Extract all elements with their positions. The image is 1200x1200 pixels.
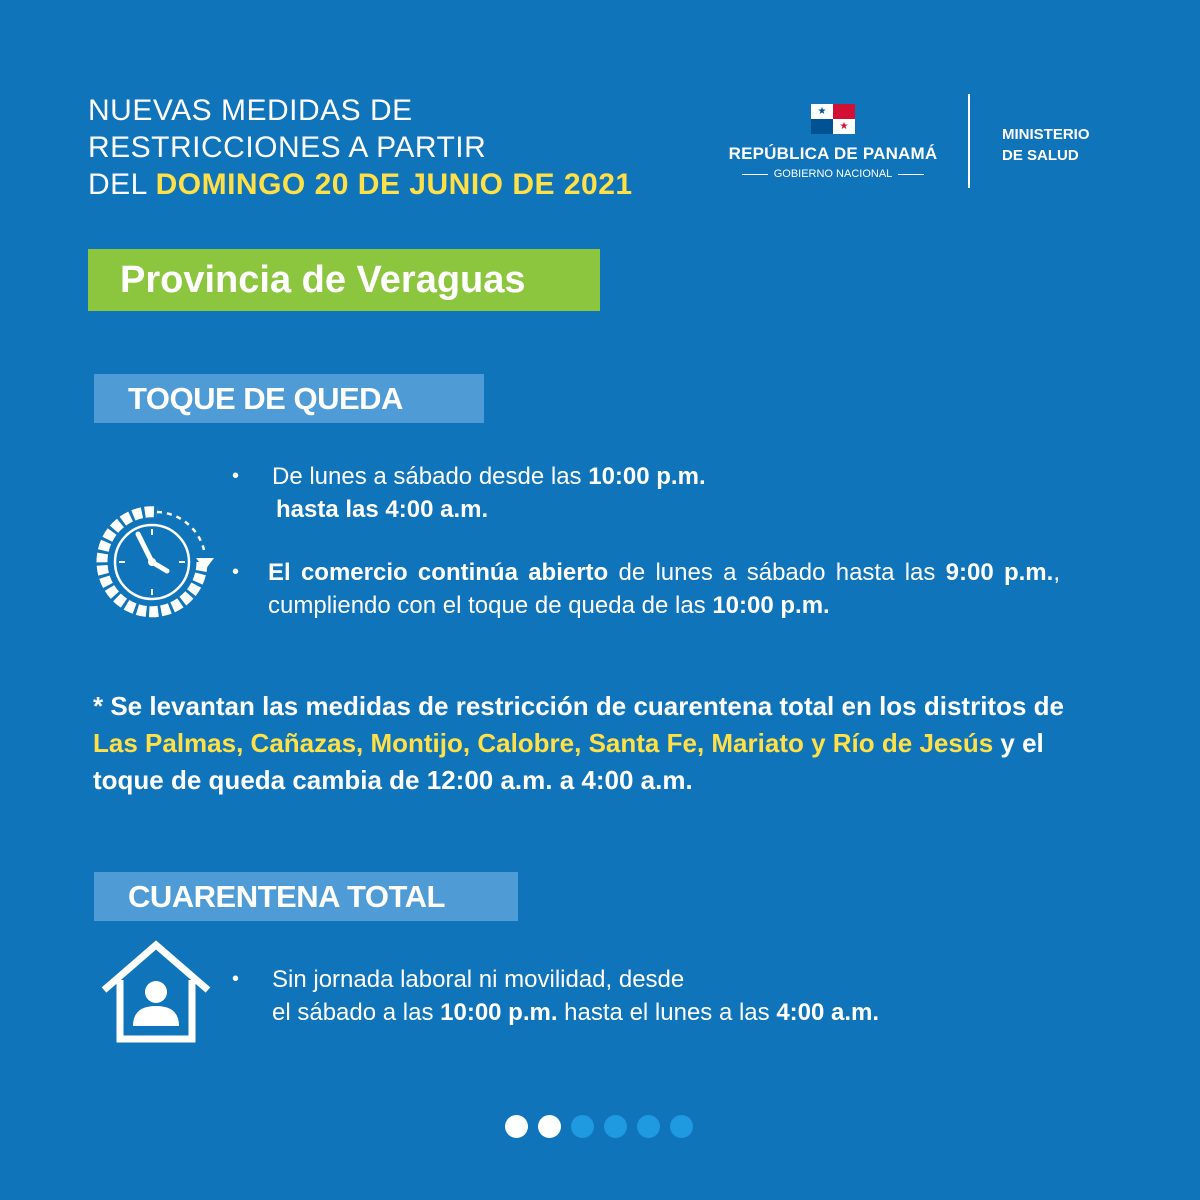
curfew-bullet-2-text [268,556,1060,622]
commerce-open-label: El comercio continúa abierto [268,559,609,586]
ministry-name [1002,124,1090,166]
logo-country-name: REPÚBLICA DE PANAMÁ [728,144,938,163]
quarantine-line-2 [272,996,1082,1029]
header-line-3 [88,166,688,203]
header-date: DOMINGO 20 DE JUNIO DE 2021 [155,168,633,201]
commerce-close-time: 9:00 p.m. [945,559,1054,586]
header-title [88,92,688,203]
pagination-dot[interactable] [538,1115,561,1138]
pagination-dot[interactable] [670,1115,693,1138]
quarantine-line-1: Sin jornada laboral ni movilidad, desde [272,966,685,993]
bullet-dot: • [232,561,240,583]
curfew-end-time: hasta las 4:00 a.m. [276,496,489,523]
restriction-note [93,688,1083,799]
header-line-3-prefix: DEL [88,168,156,201]
government-logo [722,104,944,180]
pagination-dot[interactable] [604,1115,627,1138]
bullet-dot: • [232,968,240,990]
commerce-text-1: de lunes a sábado hasta las [608,559,946,586]
quarantine-end-time: 4:00 a.m. [776,999,880,1026]
curfew-start-time: 10:00 p.m. [588,463,706,490]
logo-divider [968,94,970,188]
pagination-dot[interactable] [637,1115,660,1138]
curfew-bullet-1-line-2 [276,493,1072,526]
curfew-bullet-2 [232,556,1060,622]
province-title: Provincia de Veraguas [88,249,600,311]
curfew-bullet-1-line-1 [272,460,1072,493]
clock-icon [92,500,222,630]
header-line-2: RESTRICCIONES A PARTIR [88,131,487,164]
note-districts: Las Palmas, Cañazas, Montijo, Calobre, Santa Fe, Mariato y Río de Jesús [93,728,994,758]
quarantine-bullet [232,963,1082,1029]
ministry-line-2: DE SALUD [1002,147,1079,164]
quarantine-text-c: hasta el lunes a las [557,999,777,1026]
commerce-curfew-time: 10:00 p.m. [712,592,830,619]
note-part-2: y el toque de queda cambia de 12:00 a.m. a 4:00 a.m. [93,728,1044,795]
pagination-dot[interactable] [571,1115,594,1138]
quarantine-text-a: el sábado a las [272,999,441,1026]
toque-de-queda-heading: TOQUE DE QUEDA [94,374,484,423]
quarantine-start-time: 10:00 p.m. [440,999,558,1026]
house-person-icon [100,940,212,1044]
commerce-text-2: , cumpliendo con el toque de queda de las [268,559,1060,619]
ministry-line-1: MINISTERIO [1002,126,1090,143]
header-line-1: NUEVAS MEDIDAS DE [88,94,413,127]
bullet-dot: • [232,465,240,487]
logo-subtitle: GOBIERNO NACIONAL [722,168,944,180]
curfew-bullet-1 [232,460,1072,526]
cuarentena-total-heading: CUARENTENA TOTAL [94,872,518,921]
pagination-dots [505,1115,703,1139]
curfew-bullet-1-text: De lunes a sábado desde las [272,463,589,490]
panama-flag-icon: ★ ★ [811,104,855,134]
note-part-1: * Se levantan las medidas de restricción de cuarentena total en los distritos de [93,691,1064,721]
pagination-dot[interactable] [505,1115,528,1138]
